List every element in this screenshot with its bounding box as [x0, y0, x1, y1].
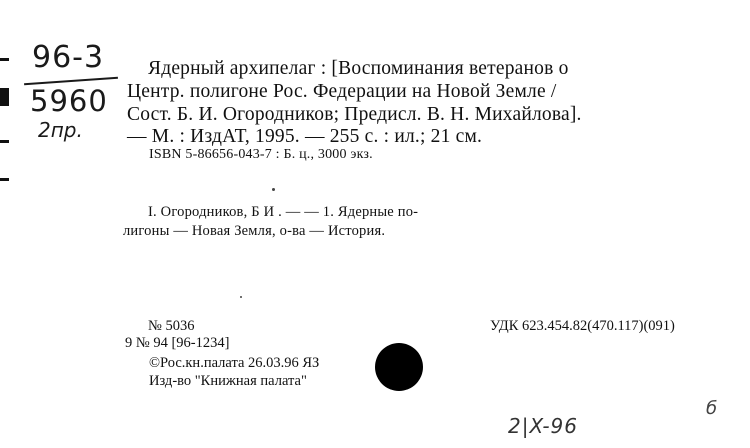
edge-mark: [0, 178, 9, 181]
ink-blot: [375, 343, 423, 391]
entry-line-1: Ядерный архипелаг : [Воспоминания ветеранов о: [148, 58, 569, 79]
handwritten-code-bottom: 5960: [30, 84, 108, 118]
edge-mark: [0, 58, 9, 61]
publisher-line: Изд-во "Книжная палата": [149, 373, 307, 389]
isbn-line: ISBN 5-86656-043-7 : Б. ц., 3000 экз.: [149, 147, 373, 162]
tracing-line-1: I. Огородников, Б И . — — 1. Ядерные по-: [148, 204, 419, 220]
speck: [272, 188, 275, 191]
handwritten-note: 2пр.: [38, 118, 83, 142]
udk-code: УДК 623.454.82(470.117)(091): [490, 318, 675, 334]
handwritten-corner-note: б: [706, 398, 718, 419]
entry-line-3: Сост. Б. И. Огородников; Предисл. В. Н. Михайлова].: [127, 104, 582, 125]
handwritten-bottom-note: 2|X-96: [508, 414, 578, 438]
speck: [240, 296, 242, 298]
edge-mark: [0, 88, 9, 106]
entry-line-4: — М. : ИздАТ, 1995. — 255 с. : ил.; 21 см.: [127, 126, 483, 147]
registration-number: 9 № 94 [96-1234]: [125, 335, 230, 351]
record-number: № 5036: [148, 318, 195, 334]
handwritten-code-top: 96-3: [32, 40, 105, 75]
entry-line-2: Центр. полигоне Рос. Федерации на Новой Земле /: [127, 81, 557, 102]
copyright-line: ©Рос.кн.палата 26.03.96 ЯЗ: [149, 355, 320, 371]
edge-mark: [0, 140, 9, 143]
tracing-line-2: лигоны — Новая Земля, о-ва — История.: [123, 223, 386, 239]
